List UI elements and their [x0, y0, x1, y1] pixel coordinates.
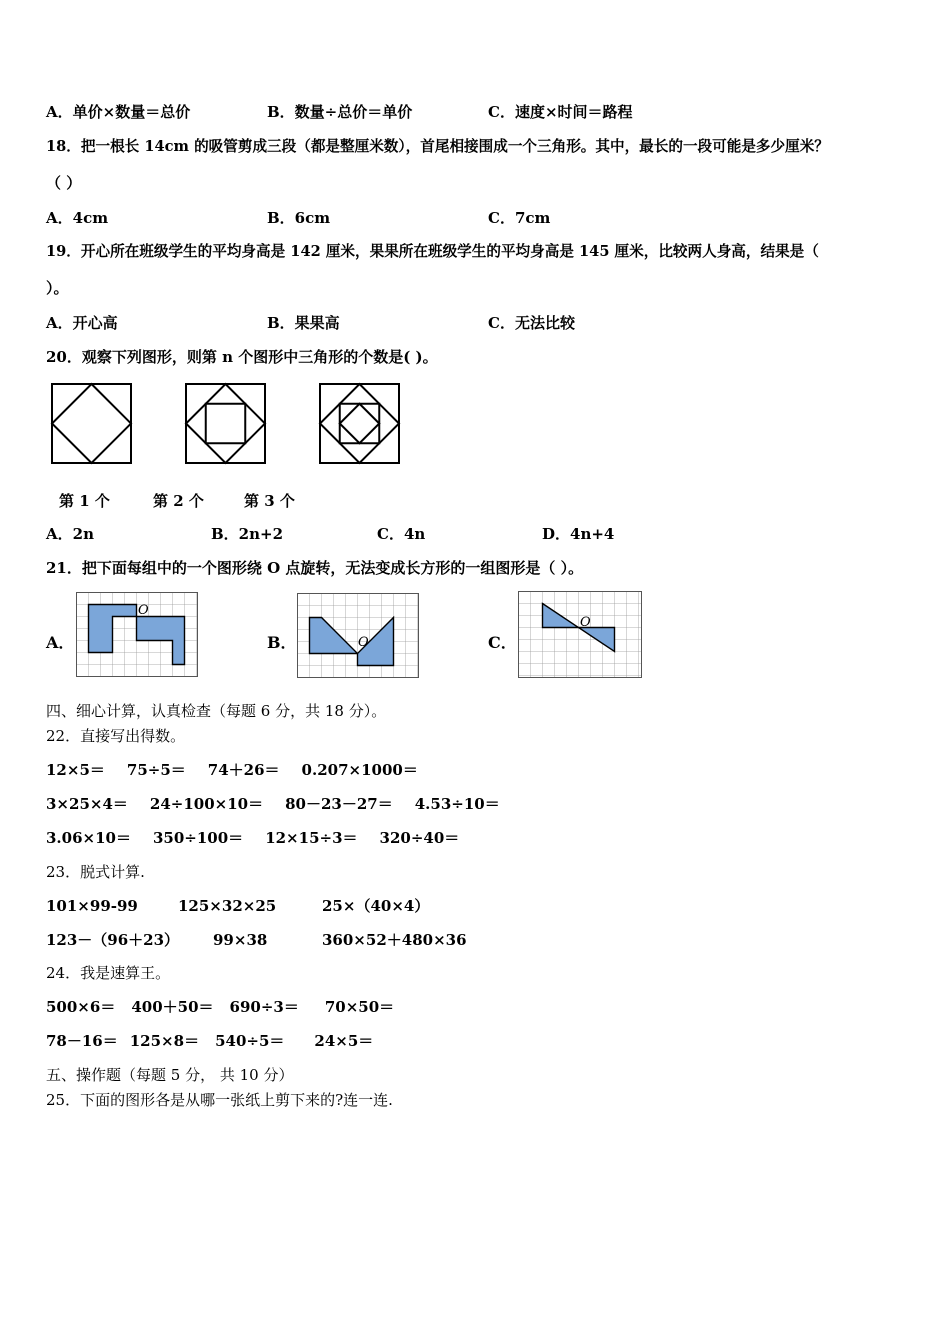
- q23-item: 123－（96＋23）: [46, 931, 180, 949]
- q17-option-c[interactable]: C．速度×时间＝路程: [488, 103, 633, 121]
- q24-item: 500×6＝: [46, 998, 116, 1016]
- q22-item: 4.53÷10＝: [414, 795, 500, 813]
- q23-item: 125×32×25: [178, 897, 277, 915]
- q22-item: 350÷100＝: [152, 829, 244, 847]
- q24-item: 690÷3＝: [229, 998, 299, 1016]
- q24-item: 70×50＝: [324, 998, 395, 1016]
- q18-option-a[interactable]: A．4cm: [46, 209, 109, 227]
- q22-item: 75÷5＝: [126, 761, 186, 779]
- q23-item: 360×52＋480×36: [322, 931, 467, 949]
- q23-item: 101×99-99: [46, 897, 138, 915]
- q20-option-b[interactable]: B．2n+2: [211, 525, 284, 543]
- q22-title: 22．直接写出得数。: [46, 727, 186, 745]
- q19-question: 19．开心所在班级学生的平均身高是 142 厘米，果果所在班级学生的平均身高是 145 厘米，比较两人身高，结果是（: [46, 243, 819, 260]
- q22-item: 0.207×1000＝: [301, 761, 418, 779]
- q22-item: 74＋26＝: [207, 761, 280, 779]
- q22-item: 320÷40＝: [379, 829, 460, 847]
- section-4-title: 四、细心计算，认真检查（每题 6 分，共 18 分）。: [46, 702, 387, 720]
- q22-item: 24÷100×10＝: [149, 795, 264, 813]
- q21-grid-c: [518, 591, 643, 679]
- q19-option-b[interactable]: B．果果高: [267, 314, 340, 332]
- q17-option-b[interactable]: B．数量÷总价＝单价: [267, 103, 413, 121]
- q23-item: 25×（40×4）: [322, 897, 430, 915]
- q25-title: 25．下面的图形各是从哪一张纸上剪下来的?连一连.: [46, 1091, 393, 1109]
- q22-row-2: [46, 794, 522, 814]
- section-5-title: 五、操作题（每题 5 分， 共 10 分）: [46, 1066, 294, 1084]
- q20-caption-1: 第 1 个: [59, 492, 110, 510]
- q22-row-3: [46, 828, 481, 848]
- q20-figure-2: [184, 382, 268, 466]
- q22-row-1: [46, 760, 440, 780]
- q21-question: 21．把下面每组中的一个图形绕 O 点旋转，无法变成长方形的一组图形是（ ）。: [46, 559, 584, 577]
- q24-item: 24×5＝: [314, 1032, 374, 1050]
- q24-item: 125×8＝: [129, 1032, 200, 1050]
- q21-label-b[interactable]: B．: [267, 633, 297, 652]
- q21-grid-a: [76, 592, 199, 678]
- q20-option-c[interactable]: C．4n: [377, 525, 426, 543]
- q22-item: 80－23－27＝: [285, 795, 393, 813]
- q20-question: 20．观察下列图形，则第 n 个图形中三角形的个数是( )。: [46, 348, 438, 366]
- q22-item: 12×5＝: [46, 761, 105, 779]
- q22-item: 12×15÷3＝: [265, 829, 358, 847]
- q19-option-a[interactable]: A．开心高: [46, 314, 118, 332]
- q20-caption-2: 第 2 个: [153, 492, 204, 510]
- q17-option-a[interactable]: A．单价×数量＝总价: [46, 103, 191, 121]
- q23-title: 23．脱式计算.: [46, 863, 145, 881]
- q24-item: 540÷5＝: [215, 1032, 285, 1050]
- q18-question-cont: （ ）: [46, 174, 82, 192]
- q21-label-c[interactable]: C．: [488, 633, 517, 652]
- q20-option-a[interactable]: A．2n: [46, 525, 94, 543]
- q21-label-a[interactable]: A．: [46, 633, 75, 652]
- q20-figure-3: [318, 382, 402, 466]
- q24-title: 24．我是速算王。: [46, 964, 171, 982]
- q19-question-cont: ）。: [46, 279, 69, 297]
- q22-item: 3.06×10＝: [46, 829, 131, 847]
- q23-item: 99×38: [213, 931, 268, 949]
- q24-row-2: [46, 1031, 395, 1051]
- q22-item: 3×25×4＝: [46, 795, 128, 813]
- q18-option-b[interactable]: B．6cm: [267, 209, 331, 227]
- q21-b-point-o: O: [358, 635, 369, 650]
- q21-grid-b: [297, 593, 420, 679]
- q18-option-c[interactable]: C．7cm: [488, 209, 551, 227]
- q21-a-point-o: O: [138, 603, 149, 618]
- q24-item: 400＋50＝: [131, 998, 214, 1016]
- q20-option-d[interactable]: D．4n+4: [542, 525, 615, 543]
- q20-figure-1: [50, 382, 134, 466]
- q20-caption-3: 第 3 个: [244, 492, 295, 510]
- q24-item: 78－16＝: [46, 1032, 118, 1050]
- q18-question: 18．把一根长 14cm 的吸管剪成三段（都是整厘米数），首尾相接围成一个三角形。其中，最长的一段可能是多少厘米？: [46, 138, 829, 155]
- q24-row-1: [46, 997, 416, 1017]
- q21-c-point-o: O: [580, 615, 591, 630]
- q19-option-c[interactable]: C．无法比较: [488, 314, 575, 332]
